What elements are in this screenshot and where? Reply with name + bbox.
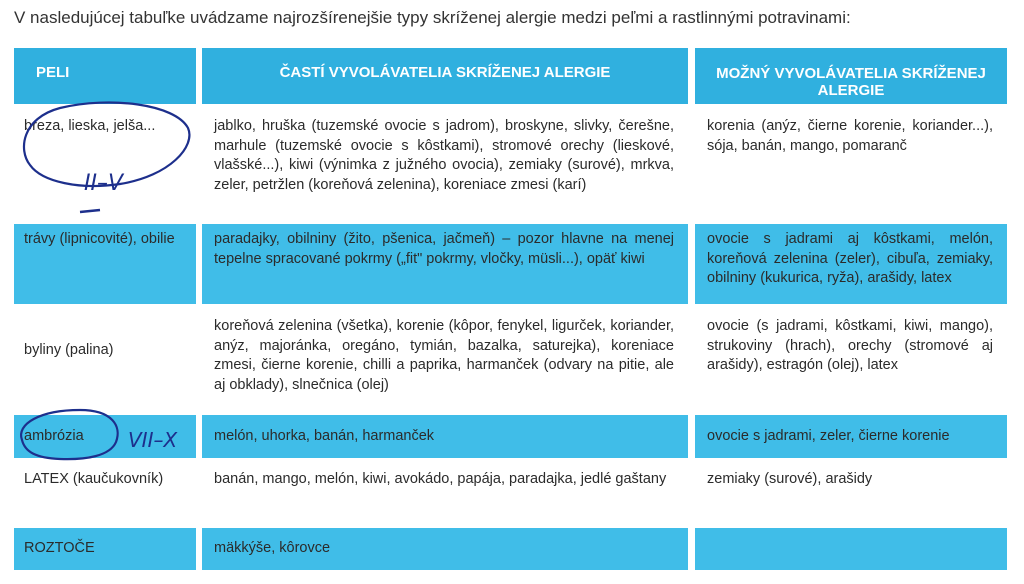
pollen-cell: breza, lieska, jelša... [14,111,196,211]
table-header-row [14,48,1007,104]
frequent-cell: banán, mango, melón, kiwi, avokádo, papája, paradajka, jedlé gaštany [202,464,688,521]
allergy-table [14,48,1007,570]
possible-cell [695,528,1007,570]
frequent-cell: mäkkýše, kôrovce [202,528,688,570]
pollen-cell: ROZTOČE [14,528,196,570]
header-possible: MOŽNÝ VYVOLÁVATELIA SKRÍŽENEJ ALERGIE [695,48,1007,104]
possible-cell: zemiaky (surové), arašidy [695,464,1007,521]
pollen-cell: LATEX (kaučukovník) [14,464,196,521]
possible-cell: ovocie s jadrami, zeler, čierne korenie [695,415,1007,458]
table-row [14,464,1007,521]
pen-note-row4: VII–X [128,428,178,452]
table-row [14,528,1007,570]
possible-cell: ovocie s jadrami aj kôstkami, melón, koreňová zelenina (zeler), cibuľa, zemiaky, obilniny (kukurica, ryža), arašidy, latex [695,224,1007,304]
table-row [14,224,1007,304]
table-row [14,415,1007,458]
header-frequent: ČASTÍ VYVOLÁVATELIA SKRÍŽENEJ ALERGIE [202,48,688,104]
pen-note-row1: II–V [84,171,124,196]
table-row [14,111,1007,211]
pollen-cell: trávy (lipnicovité), obilie [14,224,196,304]
frequent-cell: koreňová zelenina (všetka), korenie (kôpor, fenykel, ligurček, koriander, anýz, majoránka, oregáno, tymián, bazalka, saturejka), koreniace zmesi, čierne korenie, chilli a paprika, harmanček (odvary na pitie, ale aj obklady), slnečnica (olej) [202,311,688,409]
frequent-cell: jablko, hruška (tuzemské ovocie s jadrom), broskyne, slivky, čerešne, marhule (tuzemské ovocie s kôstkami), stromové orechy (lieskové, vlašské...), kiwi (výnimka z južného ovocia), zemiaky (surové), mrkva, zeler, petržlen (koreňová zelenina), koreniace zmesi (karí) [202,111,688,211]
table-row [14,311,1007,409]
intro-text: V nasledujúcej tabuľke uvádzame najrozšírenejšie typy skríženej alergie medzi peľmi a rastlinnými potravinami: [14,8,851,27]
header-pollen: PELI [14,48,196,104]
pollen-cell: byliny (palina) [14,311,196,409]
pollen-cell: ambrózia [14,415,196,458]
possible-cell: ovocie (s jadrami, kôstkami, kiwi, mango), strukoviny (hrach), orechy (stromové aj arašidy), estragón (olej), latex [695,311,1007,409]
frequent-cell: paradajky, obilniny (žito, pšenica, jačmeň) – pozor hlavne na menej tepelne spracované pokrmy („fit" pokrmy, vločky, müsli...), opäť kiwi [202,224,688,304]
frequent-cell: melón, uhorka, banán, harmanček [202,415,688,458]
possible-cell: korenia (anýz, čierne korenie, koriander...), sója, banán, mango, pomaranč [695,111,1007,211]
